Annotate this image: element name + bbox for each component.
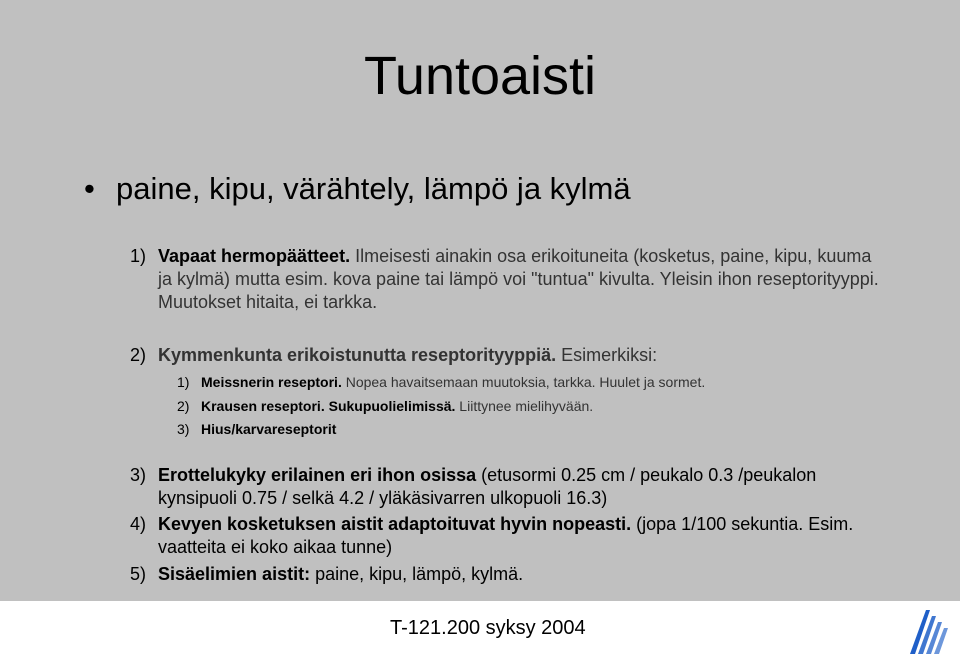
list-number: 5) — [130, 564, 147, 584]
bullet-dot-icon: • — [84, 171, 95, 206]
sub-item-bold: Krausen reseptori. Sukupuolielimissä. — [201, 398, 456, 414]
footer-text: T-121.200 syksy 2004 — [390, 617, 586, 639]
sub-item-text: Liittynee mielihyvään. — [455, 398, 594, 414]
list-item-4 — [130, 513, 880, 559]
main-bullet — [84, 170, 631, 208]
hut-logo-icon — [902, 604, 954, 656]
sub-item-bold: Meissnerin reseptori. — [201, 374, 342, 390]
list-item-2 — [130, 344, 880, 367]
list-number: 1) — [130, 246, 147, 266]
list-item-text: Ilmeisesti ainakin osa erikoituneita (kosketus, paine, kipu, kuuma ja kylmä) mutta esim. kova paine tai lämpö voi "tuntua" kivulta. Yleisin ihon reseptorityyppi. Muutokset hitaita, ei tarkka. — [158, 246, 879, 312]
list-item-bold: Erottelukyky erilainen eri ihon osissa — [158, 465, 477, 485]
list-item-3 — [130, 464, 880, 510]
sub-item-bold: Hius/karvareseptorit — [201, 421, 337, 437]
sub-number: 1) — [177, 374, 190, 390]
list-number: 3) — [130, 465, 147, 485]
sub-number: 2) — [177, 398, 190, 414]
list-item-1 — [130, 245, 880, 314]
sub-item-3 — [177, 420, 336, 438]
list-item-text: paine, kipu, lämpö, kylmä. — [310, 564, 524, 584]
list-item-bold: Kymmenkunta erikoistunutta reseptorityyppiä. — [158, 345, 557, 365]
sub-item-2 — [177, 397, 593, 415]
list-number: 2) — [130, 345, 147, 365]
sub-item-1 — [177, 373, 705, 391]
sub-item-text: Nopea havaitsemaan muutoksia, tarkka. Huulet ja sormet. — [341, 374, 706, 390]
main-bullet-text: paine, kipu, värähtely, lämpö ja kylmä — [116, 171, 631, 206]
list-item-5 — [130, 563, 880, 586]
list-number: 4) — [130, 514, 147, 534]
list-item-text: (jopa 1/100 sekuntia. Esim. vaatteita ei koko aikaa tunne) — [158, 514, 854, 557]
list-item-bold: Sisäelimien aistit: — [158, 564, 311, 584]
list-item-text: Esimerkiksi: — [556, 345, 658, 365]
slide-title: Tuntoaisti — [363, 46, 597, 106]
list-item-bold: Vapaat hermopäätteet. — [158, 246, 351, 266]
sub-number: 3) — [177, 421, 190, 437]
list-item-bold: Kevyen kosketuksen aistit adaptoituvat hyvin nopeasti. — [158, 514, 632, 534]
list-item-text: (etusormi 0.25 cm / peukalo 0.3 /peukalon kynsipuoli 0.75 / selkä 4.2 / yläkäsivarren ulkopuoli 16.3) — [158, 465, 817, 508]
